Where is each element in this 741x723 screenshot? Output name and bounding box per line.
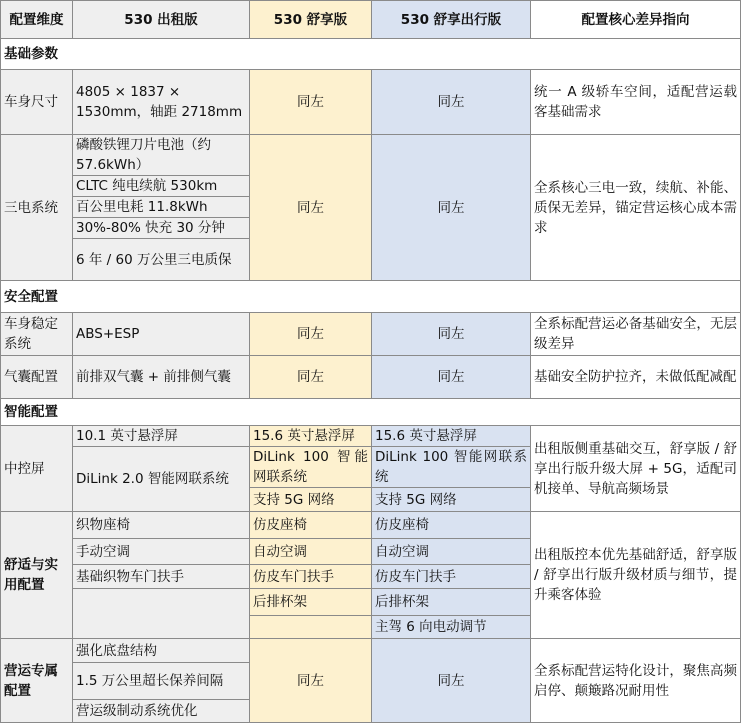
stability-comfort: 同左: [250, 313, 372, 356]
three-electric-taxi-fast-charge: 30%-80% 快充 30 分钟: [73, 218, 250, 239]
ops-taxi-chassis: 强化底盘结构: [73, 639, 250, 663]
header-dimension: 配置维度: [0, 0, 73, 39]
comfort-taxi-seat: 织物座椅: [73, 512, 250, 539]
comfort-taxi-armrest: 基础织物车门扶手: [73, 565, 250, 589]
ops-travel: 同左: [372, 639, 531, 723]
body-size-travel: 同左: [372, 70, 531, 135]
header-comfort-travel-edition: 530 舒享出行版: [372, 0, 531, 39]
comfort-travel-cupholder: 后排杯架: [372, 589, 531, 616]
row-label-body-size: 车身尺寸: [0, 70, 73, 135]
console-comfort-screen: 15.6 英寸悬浮屏: [250, 426, 372, 447]
console-taxi-system: DiLink 2.0 智能网联系统: [73, 447, 250, 512]
ops-taxi-maintenance: 1.5 万公里超长保养间隔: [73, 663, 250, 700]
console-comfort-5g: 支持 5G 网络: [250, 488, 372, 512]
console-taxi-screen: 10.1 英寸悬浮屏: [73, 426, 250, 447]
header-taxi-edition: 530 出租版: [73, 0, 250, 39]
comfort-comfort-empty: [250, 616, 372, 639]
three-electric-taxi-warranty: 6 年 / 60 万公里三电质保: [73, 239, 250, 281]
row-label-stability-system: 车身稳定系统: [0, 313, 73, 356]
section-safety: 安全配置: [0, 281, 741, 313]
three-electric-taxi-range: CLTC 纯电续航 530km: [73, 176, 250, 197]
three-electric-comfort: 同左: [250, 135, 372, 281]
body-size-taxi: 4805 × 1837 × 1530mm，轴距 2718mm: [73, 70, 250, 135]
ops-comfort: 同左: [250, 639, 372, 723]
header-comfort-edition: 530 舒享版: [250, 0, 372, 39]
comfort-travel-driver-seat: 主驾 6 向电动调节: [372, 616, 531, 639]
airbag-note: 基础安全防护拉齐，未做低配减配: [531, 356, 741, 399]
comfort-travel-seat: 仿皮座椅: [372, 512, 531, 539]
comfort-taxi-ac: 手动空调: [73, 539, 250, 565]
stability-note: 全系标配营运必备基础安全，无层级差异: [531, 313, 741, 356]
three-electric-travel: 同左: [372, 135, 531, 281]
console-travel-screen: 15.6 英寸悬浮屏: [372, 426, 531, 447]
three-electric-taxi-consumption: 百公里电耗 11.8kWh: [73, 197, 250, 218]
ops-note: 全系标配营运特化设计，聚焦高频启停、颠簸路况耐用性: [531, 639, 741, 723]
airbag-taxi: 前排双气囊 + 前排侧气囊: [73, 356, 250, 399]
comfort-travel-ac: 自动空调: [372, 539, 531, 565]
ops-taxi-brake: 营运级制动系统优化: [73, 700, 250, 723]
row-label-three-electric: 三电系统: [0, 135, 73, 281]
comfort-comfort-ac: 自动空调: [250, 539, 372, 565]
row-label-center-console: 中控屏: [0, 426, 73, 512]
header-core-difference: 配置核心差异指向: [531, 0, 741, 39]
section-smart: 智能配置: [0, 399, 741, 426]
three-electric-taxi-battery: 磷酸铁锂刀片电池（约 57.6kWh）: [73, 135, 250, 176]
console-note: 出租版侧重基础交互，舒享版 / 舒享出行版升级大屏 + 5G，适配司机接单、导航高频场景: [531, 426, 741, 512]
comfort-comfort-armrest: 仿皮车门扶手: [250, 565, 372, 589]
comfort-comfort-cupholder: 后排杯架: [250, 589, 372, 616]
comfort-travel-armrest: 仿皮车门扶手: [372, 565, 531, 589]
console-travel-5g: 支持 5G 网络: [372, 488, 531, 512]
stability-travel: 同左: [372, 313, 531, 356]
stability-taxi: ABS+ESP: [73, 313, 250, 356]
console-comfort-system: DiLink 100 智能网联系统: [250, 447, 372, 488]
three-electric-note: 全系核心三电一致，续航、补能、质保无差异，锚定营运核心成本需求: [531, 135, 741, 281]
row-label-airbag: 气囊配置: [0, 356, 73, 399]
comfort-comfort-seat: 仿皮座椅: [250, 512, 372, 539]
airbag-travel: 同左: [372, 356, 531, 399]
comfort-note: 出租版控本优先基础舒适，舒享版 / 舒享出行版升级材质与细节，提升乘客体验: [531, 512, 741, 639]
body-size-note: 统一 A 级轿车空间，适配营运载客基础需求: [531, 70, 741, 135]
comfort-taxi-empty: [73, 589, 250, 639]
section-basic-params: 基础参数: [0, 39, 741, 70]
row-label-operation-specific: 营运专属配置: [0, 639, 73, 723]
body-size-comfort: 同左: [250, 70, 372, 135]
row-label-comfort-practical: 舒适与实用配置: [0, 512, 73, 639]
airbag-comfort: 同左: [250, 356, 372, 399]
console-travel-system: DiLink 100 智能网联系统: [372, 447, 531, 488]
